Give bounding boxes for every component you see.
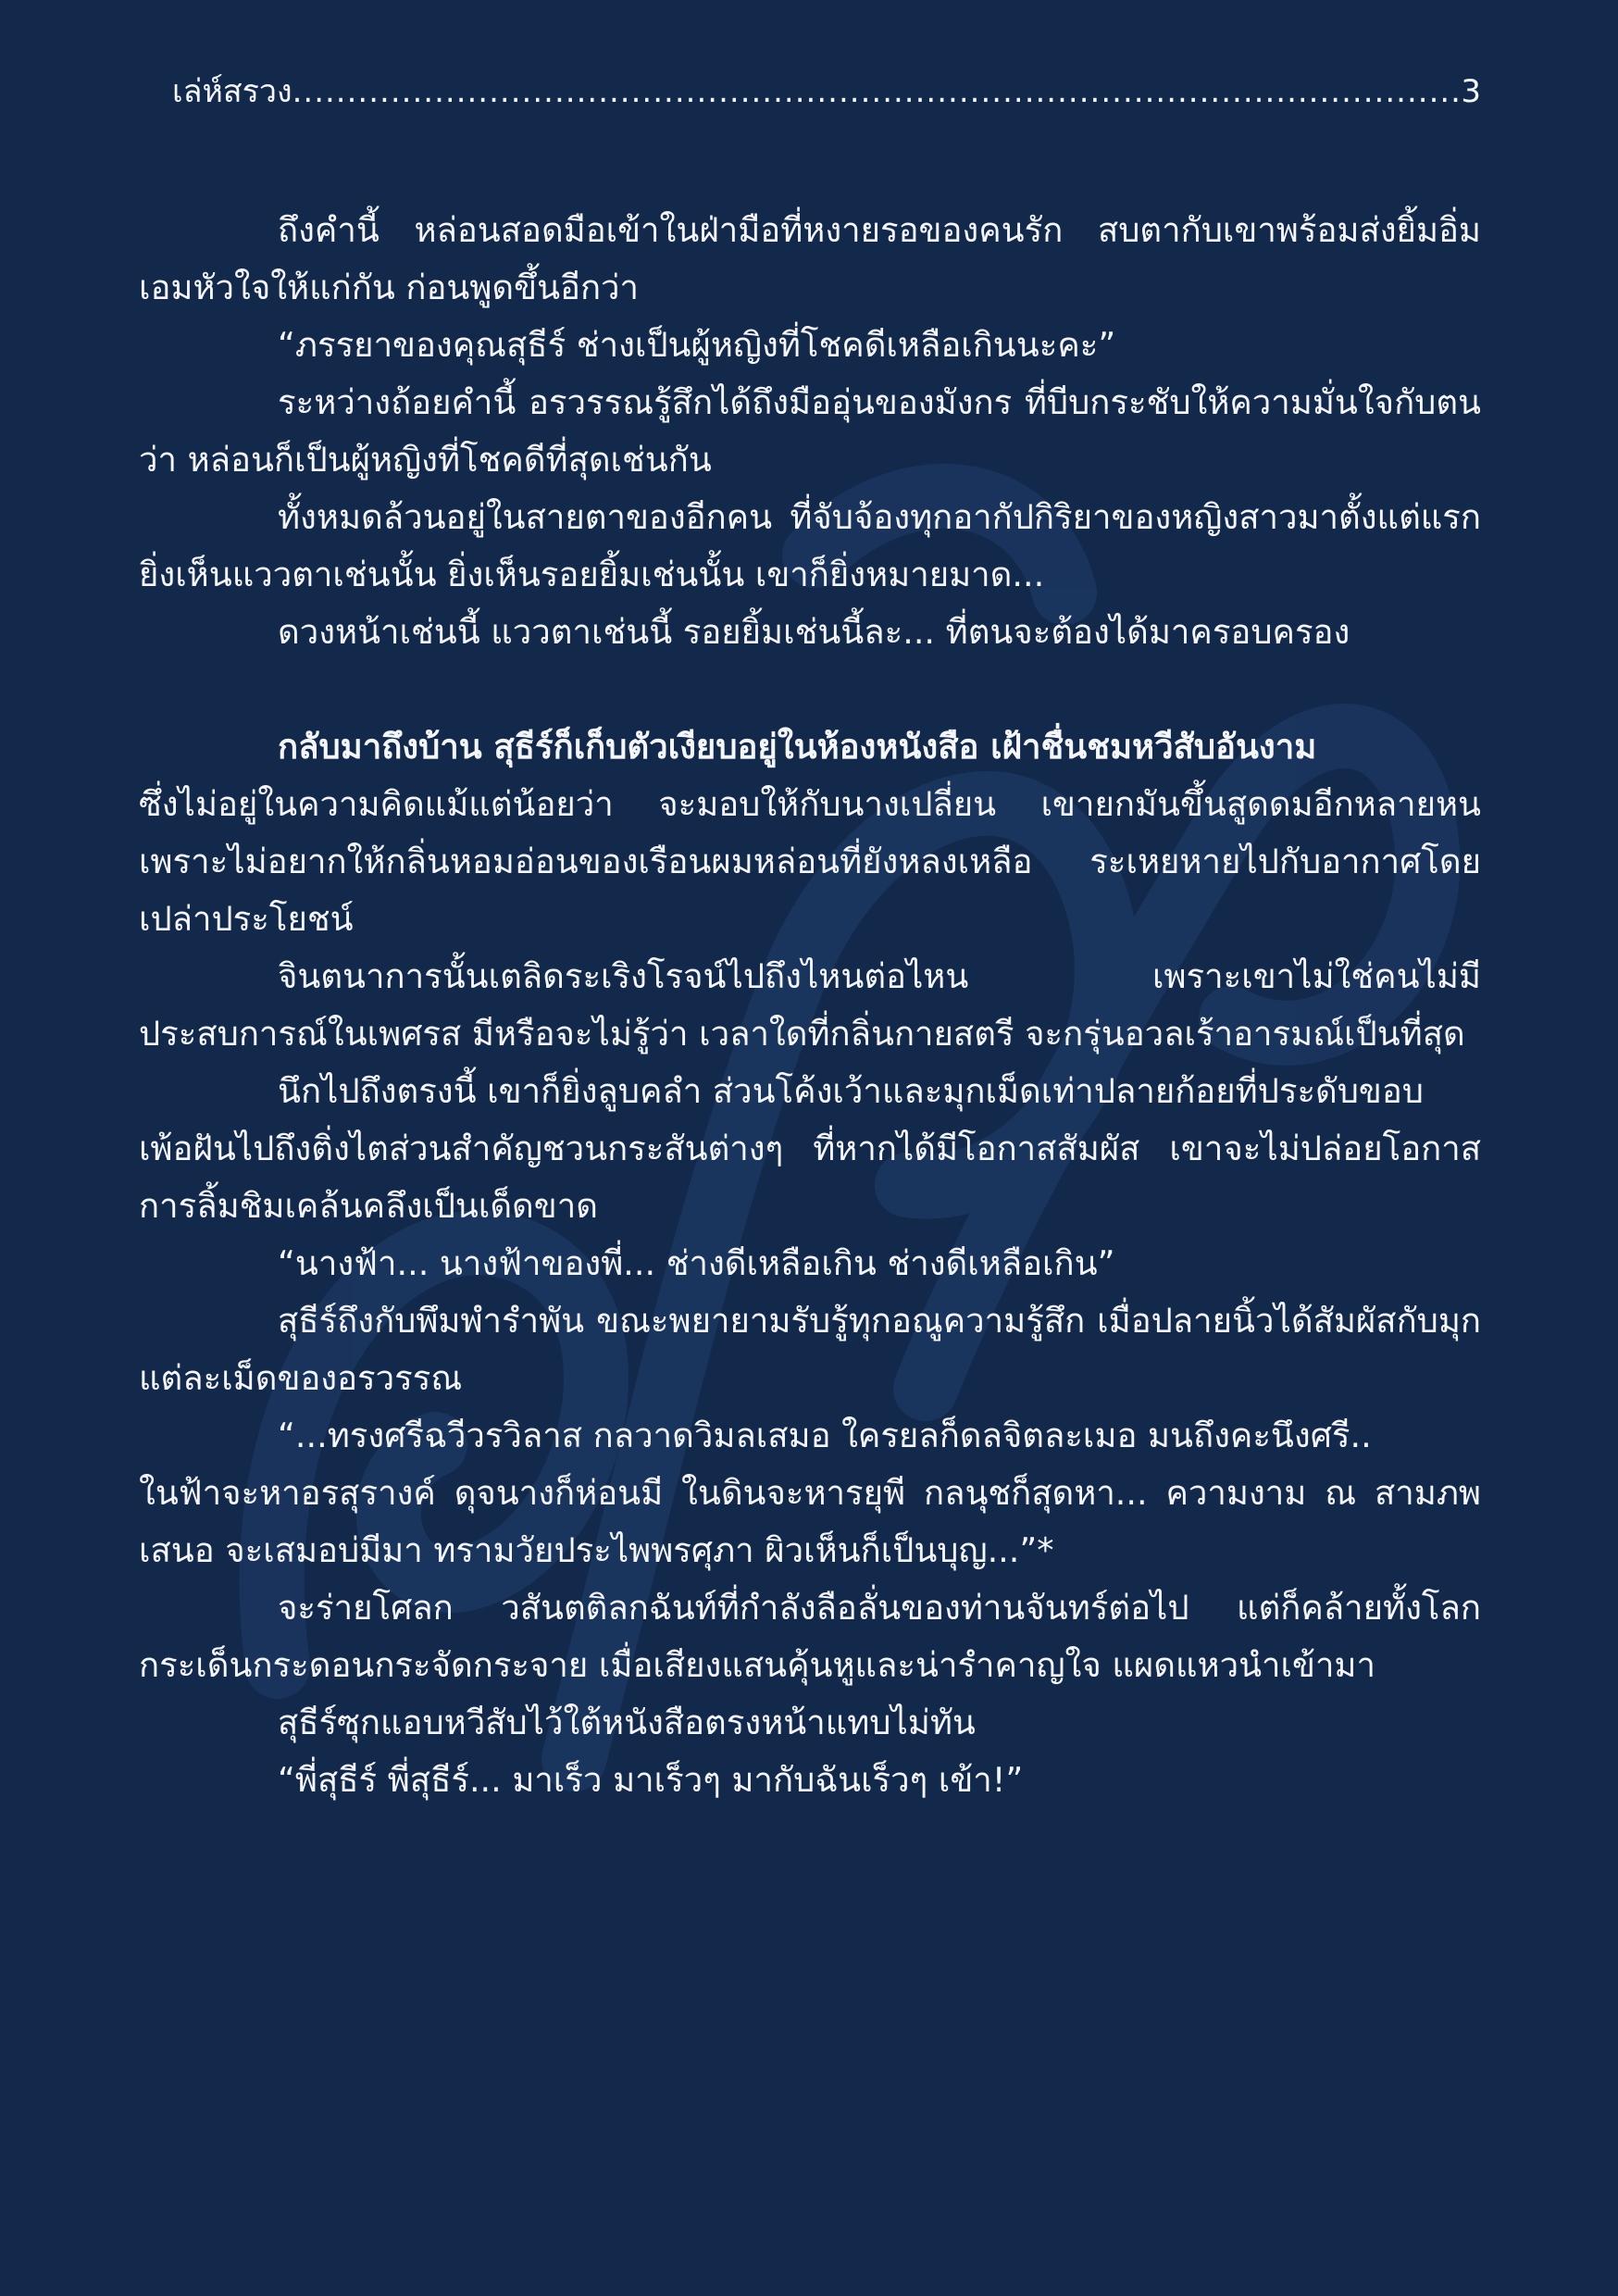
paragraph: “นางฟ้า... นางฟ้าของพี่... ช่างดีเหลือเกิน ช่างดีเหลือเกิน” [278,1243,1115,1283]
scene-break [139,661,1481,718]
paragraph: ระหว่างถ้อยคำนี้ อรวรรณรู้สึกได้ถึงมืออุ่นของมังกร ที่บีบกระชับให้ความมั่นใจกับตนว่า หล่อนก็เป็นผู้หญิงที่โชคดีที่สุดเช่นกัน [139,382,1481,480]
poem-quote-continued: ในฟ้าจะหาอรสุรางค์ ดุจนางก็ห่อนมี ในดินจะหารยุพี กลนุชก็สุดหา... ความงาม ณ สามภพเสนอ จะเสมอบ่มีมา ทรามวัยประไพพรศุภา ผิวเห็นก็เป็นบุญ...”* [139,1473,1481,1570]
paragraph: “พี่สุธีร์ พี่สุธีร์... มาเร็ว มาเร็วๆ มากับฉันเร็วๆ เข้า!” [278,1760,1024,1800]
running-header [172,69,1481,115]
paragraph: เพ้อฝันไปถึงติ่งไตส่วนสำคัญชวนกระสันต่างๆ ที่หากได้มีโอกาสสัมผัส เขาจะไม่ปล่อยโอกาสการลิ้มชิมเคล้นคลึงเป็นเด็ดขาด [139,1129,1481,1226]
paragraph: สุธีร์ถึงกับพึมพำรำพัน ขณะพยายามรับรู้ทุกอณูความรู้สึก เมื่อปลายนิ้วได้สัมผัสกับมุกแต่ละเม็ดของอรวรรณ [139,1301,1481,1398]
paragraph: สุธีร์ซุกแอบหวีสับไว้ใต้หนังสือตรงหน้าแทบไม่ทัน [278,1703,976,1742]
paragraph: นึกไปถึงตรงนี้ เขาก็ยิ่งลูบคลำ ส่วนโค้งเว้าและมุกเม็ดเท่าปลายก้อยที่ประดับขอบ [278,1071,1424,1111]
paragraph: จินตนาการนั้นเตลิดระเริงโรจน์ไปถึงไหนต่อไหน เพราะเขาไม่ใช่คนไม่มีประสบการณ์ในเพศรส มีหรือจะไม่รู้ว่า เวลาใดที่กลิ่นกายสตรี จะกรุ่นอวลเร้าอารมณ์เป็นที่สุด [139,956,1481,1054]
body-text [139,202,1481,1809]
paragraph: ซึ่งไม่อยู่ในความคิดแม้แต่น้อยว่า จะมอบให้กับนางเปลี่ยน เขายกมันขึ้นสูดดมอีกหลายหน เพราะไม่อยากให้กลิ่นหอมอ่อนของเรือนผมหล่อนที่ยังหลงเหลือ ระเหยหายไปกับอากาศโดยเปล่าประโยชน์ [139,784,1481,939]
page-number: 3 [1461,73,1481,110]
book-title: เล่ห์สรวง [172,73,292,110]
paragraph: จะร่ายโศลก วสันตติลกฉันท์ที่กำลังลือลั่นของท่านจันทร์ต่อไป แต่ก็คล้ายทั้งโลกกระเด็นกระดอนกระจัดกระจาย เมื่อเสียงแสนคุ้นหูและน่ารำคาญใจ แผดแหวนำเข้ามา [139,1588,1481,1685]
paragraph: “ภรรยาของคุณสุธีร์ ช่างเป็นผู้หญิงที่โชคดีเหลือเกินนะคะ” [278,325,1116,365]
scene-opening-line: กลับมาถึงบ้าน สุธีร์ก็เก็บตัวเงียบอยู่ในห้องหนังสือ เฝ้าชื่นชมหวีสับอันงาม [278,727,1317,767]
poem-quote: “...ทรงศรีฉวีวรวิลาส กลวาดวิมลเสมอ ใครยลก็ดลจิตละเมอ มนถึงคะนึงศรี.. [278,1416,1372,1455]
paragraph: ถึงคำนี้ หล่อนสอดมือเข้าในฝ่ามือที่หงายรอของคนรัก สบตากับเขาพร้อมส่งยิ้มอิ่มเอมหัวใจให้แก่กัน ก่อนพูดขึ้นอีกว่า [139,210,1481,307]
paragraph: ทั้งหมดล้วนอยู่ในสายตาของอีกคน ที่จับจ้องทุกอากัปกิริยาของหญิงสาวมาตั้งแต่แรก ยิ่งเห็นแววตาเช่นนั้น ยิ่งเห็นรอยยิ้มเช่นนั้น เขาก็ยิ่งหมายมาด... [139,497,1481,594]
dot-leader [292,69,1462,115]
paragraph: ดวงหน้าเช่นนี้ แววตาเช่นนี้ รอยยิ้มเช่นนี้ละ... ที่ตนจะต้องได้มาครอบครอง [278,612,1350,652]
